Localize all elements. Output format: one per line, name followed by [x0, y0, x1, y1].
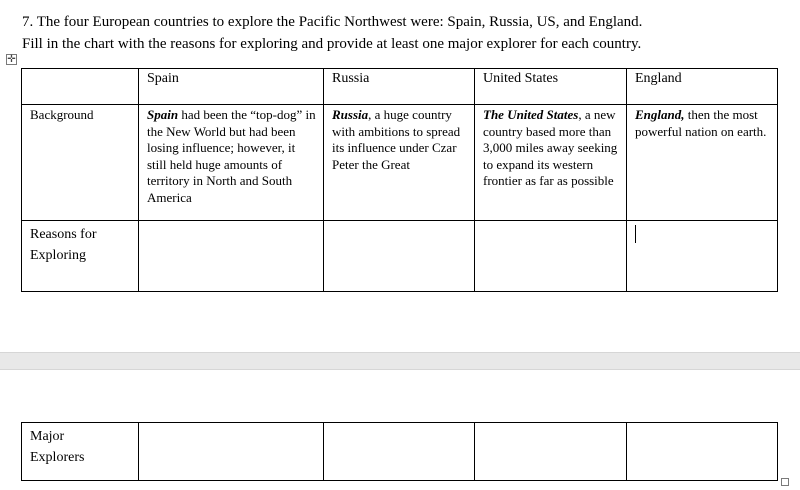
- reasons-label-line-1: Reasons for: [30, 227, 97, 242]
- russia-text: , a huge country with ambitions to spread its influence under Czar Peter the Great: [332, 107, 461, 172]
- background-england-cell[interactable]: [627, 105, 778, 221]
- background-label[interactable]: Background: [22, 105, 139, 221]
- explorers-label-line-1: Major: [30, 429, 65, 444]
- england-text: then the most powerful nation on earth.: [635, 107, 767, 139]
- reasons-row: [22, 221, 778, 292]
- table-move-handle-icon[interactable]: ✛: [7, 54, 16, 65]
- explorers-spain-cell[interactable]: [139, 423, 324, 481]
- exploration-chart-table: [21, 68, 778, 292]
- question-line-1: 7. The four European countries to explore the Pacific Northwest were: Spain, Russia, US, and England.: [22, 14, 643, 30]
- russia-bold: Russia: [332, 107, 369, 122]
- background-russia-cell[interactable]: [324, 105, 475, 221]
- explorers-russia-cell[interactable]: [324, 423, 475, 481]
- header-empty-cell[interactable]: [22, 69, 139, 105]
- explorers-label-line-2: Explorers: [30, 450, 85, 465]
- us-text: , a new country based more than 3,000 miles away seeking to expand its western frontier as far as possible: [483, 107, 618, 188]
- explorers-table: [21, 422, 778, 481]
- reasons-label-line-2: Exploring: [30, 248, 86, 263]
- explorers-label[interactable]: [22, 423, 139, 481]
- background-spain-cell[interactable]: [139, 105, 324, 221]
- background-row: [22, 105, 778, 221]
- page-break-gap: [0, 352, 800, 370]
- header-united-states[interactable]: United States: [475, 69, 627, 105]
- table-resize-handle[interactable]: [781, 478, 789, 486]
- header-england[interactable]: England: [627, 69, 778, 105]
- question-line-2: Fill in the chart with the reasons for exploring and provide at least one major explorer for each country.: [22, 36, 642, 52]
- reasons-label[interactable]: [22, 221, 139, 292]
- background-us-cell[interactable]: [475, 105, 627, 221]
- spain-text: had been the “top-dog” in the New World but had been losing influence; however, it still held huge amounts of territory in North and South America: [147, 107, 316, 205]
- reasons-russia-cell[interactable]: [324, 221, 475, 292]
- us-bold: The United States: [483, 107, 579, 122]
- england-bold: England,: [635, 107, 685, 122]
- reasons-england-cell[interactable]: [627, 221, 778, 292]
- spain-bold: Spain: [147, 107, 179, 122]
- text-cursor: [635, 225, 636, 243]
- header-spain[interactable]: Spain: [139, 69, 324, 105]
- header-russia[interactable]: Russia: [324, 69, 475, 105]
- explorers-row: [22, 423, 778, 481]
- explorers-england-cell[interactable]: [627, 423, 778, 481]
- explorers-us-cell[interactable]: [475, 423, 627, 481]
- reasons-spain-cell[interactable]: [139, 221, 324, 292]
- reasons-us-cell[interactable]: [475, 221, 627, 292]
- table-header-row: [22, 69, 778, 105]
- question-text: [22, 11, 792, 55]
